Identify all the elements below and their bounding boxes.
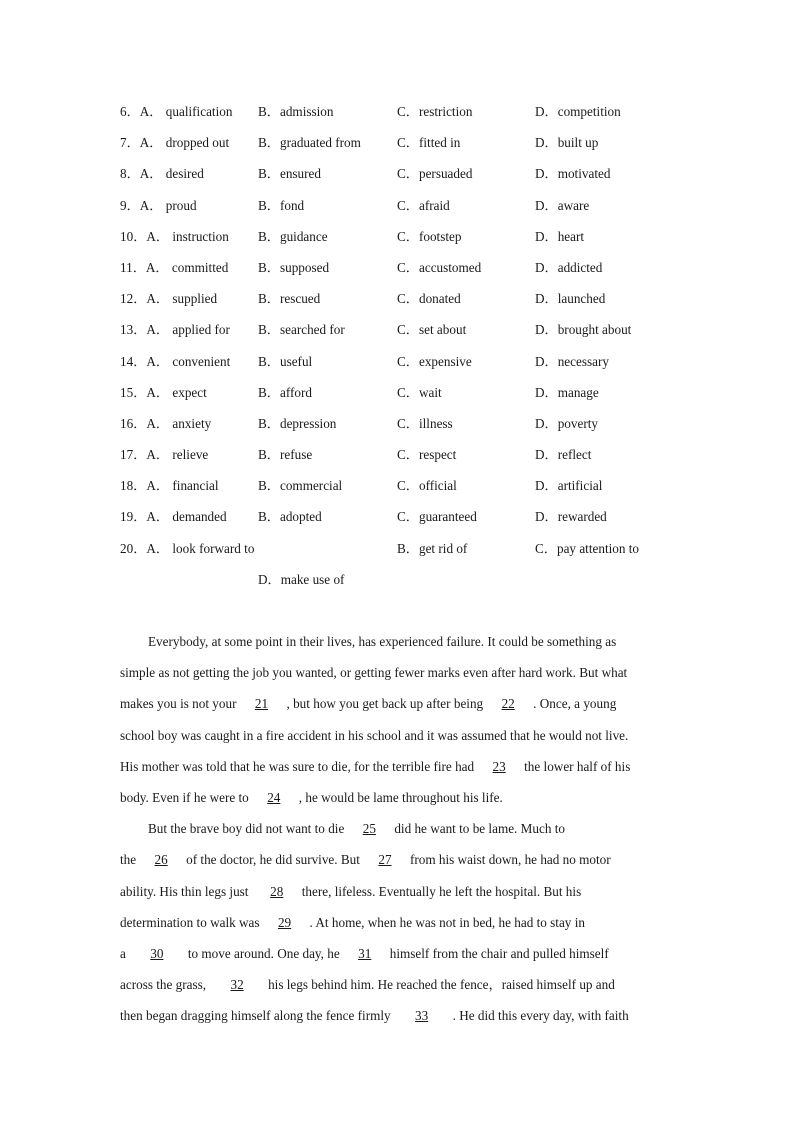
option-row: [120, 226, 680, 257]
question-number: 12．A．: [120, 291, 170, 307]
option-d: D．launched: [535, 291, 606, 307]
option-c: C．persuaded: [397, 166, 473, 182]
option-c: C．illness: [397, 415, 453, 431]
option-c: C．footstep: [397, 228, 462, 244]
option-b: B．commercial: [258, 478, 343, 494]
option-a: [120, 506, 227, 528]
question-number: 16．A．: [120, 415, 170, 431]
option-b: B．depression: [258, 415, 337, 431]
option-d: D．built up: [535, 135, 599, 151]
option-d: D．make use of: [258, 571, 345, 587]
option-a-text: convenient: [172, 353, 231, 369]
option-a-text: applied for: [172, 322, 230, 338]
option-d: D．necessary: [535, 353, 609, 369]
option-d: D．competition: [535, 104, 621, 119]
option-a: [120, 413, 211, 435]
passage-line: makes you is not your 21 , but how you get back up after being 22 . Once, a young: [120, 693, 668, 724]
option-d: D．addicted: [535, 259, 603, 275]
option-c: C．pay attention to: [535, 540, 640, 556]
cloze-passage: [120, 631, 668, 1036]
option-c: C．afraid: [397, 197, 450, 213]
passage-line: ability. His thin legs just 28 there, lifeless. Eventually he left the hospital. But his: [120, 881, 668, 912]
question-number: 13．A．: [120, 322, 170, 338]
question-number: 14．A．: [120, 353, 170, 369]
option-b: B．admission: [258, 104, 334, 119]
option-a-text: expect: [172, 384, 207, 400]
option-a: [120, 351, 230, 373]
option-b: B．afford: [258, 384, 312, 400]
option-row: [120, 257, 680, 288]
option-a: [120, 382, 207, 404]
blank-26: 26: [154, 852, 168, 868]
option-a-text: dropped out: [165, 135, 230, 151]
option-b: B．fond: [258, 197, 305, 213]
option-row-20: [120, 538, 680, 569]
passage-line: His mother was told that he was sure to die, for the terrible fire had 23 the lower half of his: [120, 756, 668, 787]
blank-27: 27: [378, 852, 392, 868]
option-a: [120, 132, 229, 154]
passage-line: simple as not getting the job you wanted, or getting fewer marks even after hard work. But what: [120, 665, 628, 681]
option-row: [120, 101, 680, 132]
option-a: 20．A． look forward to: [120, 540, 255, 556]
question-number: 11．A．: [120, 259, 169, 275]
option-row: [120, 444, 680, 475]
option-row: [120, 413, 680, 444]
question-number: 7．A．: [120, 135, 163, 151]
blank-33: 33: [415, 1008, 429, 1024]
option-a-text: qualification: [165, 104, 233, 119]
passage-line: the 26 of the doctor, he did survive. But 27 from his waist down, he had no motor: [120, 849, 668, 880]
option-a-text: anxiety: [172, 415, 212, 431]
option-row: [120, 506, 680, 537]
blank-23: 23: [492, 758, 506, 774]
blank-30: 30: [150, 945, 164, 961]
option-d: D．manage: [535, 384, 599, 400]
answer-options-list: [120, 101, 680, 600]
blank-29: 29: [277, 914, 292, 930]
option-c: C．set about: [397, 322, 467, 338]
option-b: B．graduated from: [258, 135, 361, 151]
option-c: C．guaranteed: [397, 509, 477, 525]
passage-line: determination to walk was 29 . At home, when he was not in bed, he had to stay in: [120, 912, 668, 943]
option-b: B．rescued: [258, 291, 321, 307]
option-a-text: desired: [165, 166, 204, 182]
option-row: [120, 288, 680, 319]
blank-32: 32: [230, 977, 244, 993]
passage-line: But the brave boy did not want to die 25 did he want to be lame. Much to: [120, 818, 668, 849]
passage-line: then began dragging himself along the fence firmly 33 . He did this every day, with faith: [120, 1005, 668, 1036]
question-number: 9．A．: [120, 197, 163, 213]
option-b: B．guidance: [258, 228, 328, 244]
option-a-text: financial: [172, 478, 219, 494]
option-d: D．poverty: [535, 415, 598, 431]
question-number: 15．A．: [120, 384, 170, 400]
option-row: [120, 195, 680, 226]
option-a: [120, 319, 230, 341]
passage-line: body. Even if he were to 24 , he would be lame throughout his life.: [120, 787, 668, 818]
option-b: B．get rid of: [397, 540, 468, 556]
option-d: D．heart: [535, 228, 585, 244]
passage-line: Everybody, at some point in their lives, has experienced failure. It could be something as: [148, 634, 617, 649]
question-number: 17．A．: [120, 447, 170, 463]
option-row: [120, 475, 680, 506]
option-a: [120, 163, 204, 185]
passage-line: across the grass, 32 his legs behind him. He reached the fence，raised himself up and: [120, 974, 668, 1005]
option-b: B．refuse: [258, 447, 313, 463]
option-row-20-cont: [120, 569, 680, 600]
option-c: C．donated: [397, 291, 461, 307]
option-c: C．restriction: [397, 104, 473, 119]
option-d: D．rewarded: [535, 509, 607, 525]
blank-31: 31: [358, 945, 372, 961]
option-a-text: proud: [165, 197, 197, 213]
blank-24: 24: [267, 789, 281, 805]
option-a: [120, 101, 232, 123]
option-b: B．supposed: [258, 259, 330, 275]
option-row: [120, 163, 680, 194]
blank-25: 25: [362, 821, 376, 837]
option-c: C．expensive: [397, 353, 472, 369]
option-a: [120, 288, 217, 310]
option-a: [120, 257, 228, 279]
option-b: B．ensured: [258, 166, 321, 182]
question-number: 8．A．: [120, 166, 163, 182]
question-number: 18．A．: [120, 478, 170, 494]
option-c: C．fitted in: [397, 135, 461, 151]
option-row: [120, 351, 680, 382]
passage-line: school boy was caught in a fire accident in his school and it was assumed that he would not live.: [120, 727, 629, 743]
option-a: [120, 444, 208, 466]
option-d: D．aware: [535, 197, 590, 213]
question-number: 6．A．: [120, 104, 163, 119]
option-c: C．respect: [397, 447, 457, 463]
option-b: B．adopted: [258, 509, 322, 525]
blank-22: 22: [501, 696, 515, 712]
option-a: [120, 475, 219, 497]
option-d: D．reflect: [535, 447, 592, 463]
option-c: C．accustomed: [397, 259, 482, 275]
option-row: [120, 319, 680, 350]
option-d: D．motivated: [535, 166, 611, 182]
option-row: [120, 132, 680, 163]
passage-line: a 30 to move around. One day, he 31 himself from the chair and pulled himself: [120, 943, 668, 974]
option-a-text: relieve: [172, 447, 209, 463]
blank-28: 28: [270, 883, 284, 899]
option-a-text: supplied: [172, 291, 218, 307]
option-a: [120, 226, 229, 248]
option-c: C．wait: [397, 384, 442, 400]
option-d: D．brought about: [535, 322, 632, 338]
option-d: D．artificial: [535, 478, 603, 494]
option-a-text: demanded: [172, 509, 227, 525]
option-a: [120, 195, 197, 217]
question-number: 10．A．: [120, 228, 170, 244]
question-number: 19．A．: [120, 509, 170, 525]
option-b: B．useful: [258, 353, 313, 369]
option-a-text: instruction: [172, 228, 229, 244]
option-a-text: committed: [171, 259, 229, 275]
blank-21: 21: [254, 696, 269, 712]
option-b: B．searched for: [258, 322, 345, 338]
option-row: [120, 382, 680, 413]
option-c: C．official: [397, 478, 457, 494]
